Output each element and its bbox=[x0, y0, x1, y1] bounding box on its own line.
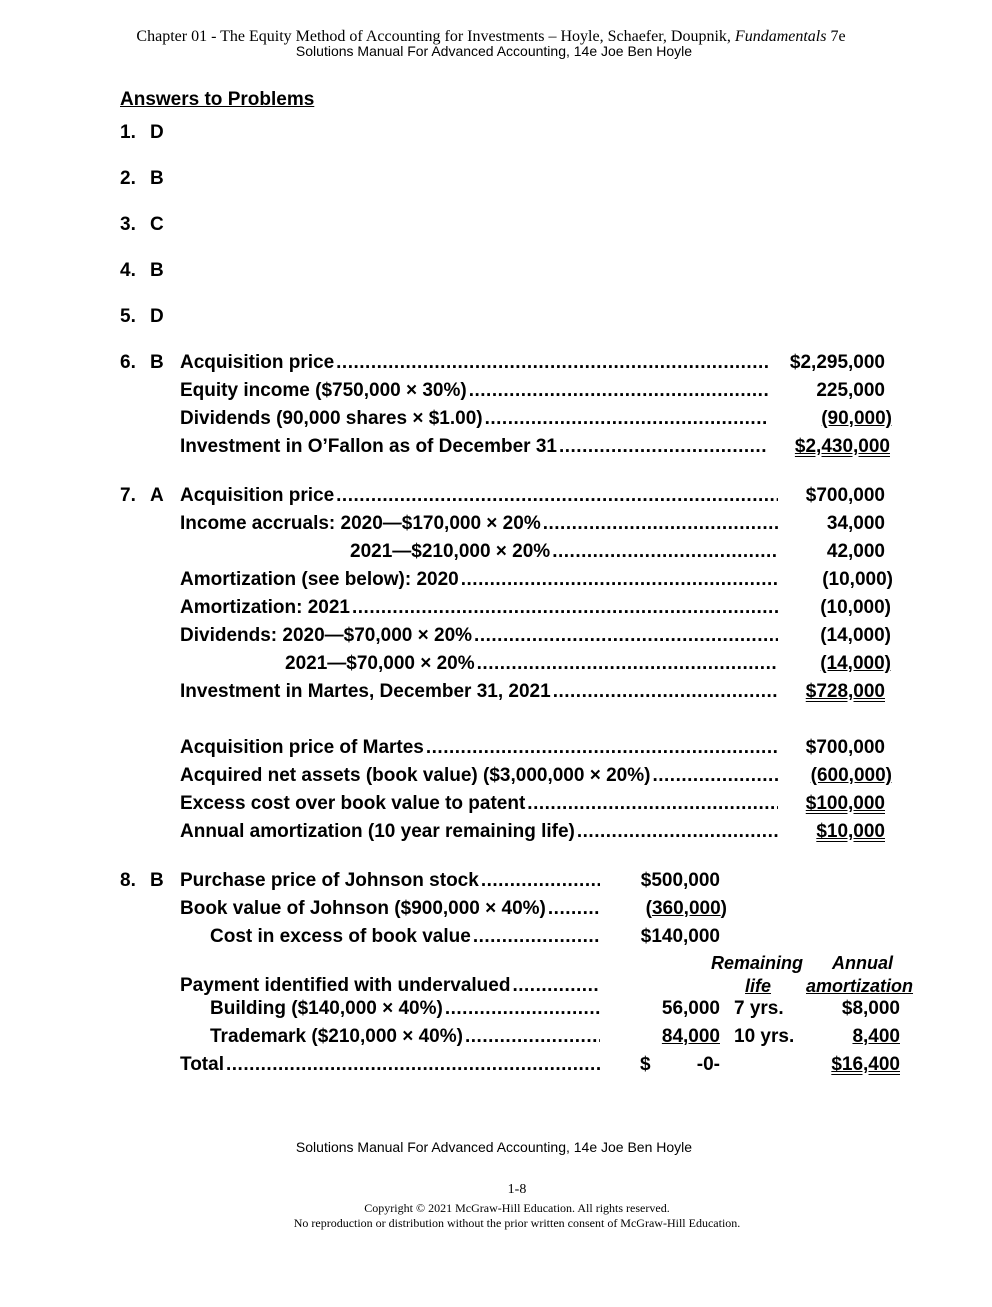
problem-7-row-6 bbox=[120, 624, 920, 648]
problem-7-row-5 bbox=[120, 596, 920, 620]
problem-7-amort-row-1 bbox=[120, 736, 920, 760]
answer-letter: D bbox=[150, 306, 164, 327]
answer-2 bbox=[120, 167, 220, 191]
problem-7-row-8 bbox=[120, 680, 920, 704]
problem-8-total-row bbox=[120, 1053, 920, 1077]
problem-7-row-1 bbox=[120, 484, 920, 508]
remaining-header: Remaining bbox=[711, 953, 804, 973]
page-number: 1-8 bbox=[507, 1182, 527, 1197]
problem-6-row-1 bbox=[120, 351, 920, 375]
row-label: 2021—$210,000 × 20% ..... bbox=[350, 540, 778, 564]
row-amount: -0- bbox=[696, 1054, 720, 1075]
answer-1 bbox=[120, 121, 220, 145]
answer-5 bbox=[120, 305, 220, 329]
answer-number: 8. bbox=[120, 870, 136, 891]
row-label: Total ..... bbox=[180, 1053, 600, 1077]
answer-number: 2. bbox=[120, 168, 136, 189]
problem-7-row-3 bbox=[120, 540, 920, 564]
answer-number: 5. bbox=[120, 306, 136, 327]
row-amount: $10,000 bbox=[816, 821, 885, 842]
answer-letter: B bbox=[150, 352, 164, 373]
row-label: Amortization (see below): 2020 ..... bbox=[180, 568, 778, 592]
answer-4 bbox=[120, 259, 220, 283]
problem-8-row-1 bbox=[120, 869, 920, 893]
row-label: Payment identified with undervalued ..... bbox=[180, 974, 600, 998]
row-label: 2021—$70,000 × 20% ..... bbox=[285, 652, 778, 676]
row-label: Dividends: 2020—$70,000 × 20% ..... bbox=[180, 624, 778, 648]
answer-letter: B bbox=[150, 168, 164, 189]
row-amount: 34,000 bbox=[826, 513, 885, 534]
row-amount: $2,430,000 bbox=[794, 436, 890, 457]
row-label: Purchase price of Johnson stock ..... bbox=[180, 869, 600, 893]
row-amount: 84,000 bbox=[661, 1026, 720, 1047]
section-title: Answers to Problems bbox=[120, 89, 315, 110]
row-amount: $700,000 bbox=[805, 737, 885, 758]
row-label: Excess cost over book value to patent ..... bbox=[180, 792, 778, 816]
row-label: Dividends (90,000 shares × $1.00) ..... bbox=[180, 407, 768, 431]
problem-6-row-3 bbox=[120, 407, 920, 431]
row-label: Cost in excess of book value ..... bbox=[210, 925, 600, 949]
problem-8-trademark-row bbox=[120, 1025, 920, 1049]
row-label: Acquisition price ..... bbox=[180, 484, 778, 508]
problem-7-row-7 bbox=[120, 652, 920, 676]
row-amount: $700,000 bbox=[805, 485, 885, 506]
footer-solutions-manual: Solutions Manual For Advanced Accounting, 14e Joe Ben Hoyle bbox=[295, 1139, 693, 1155]
annual-header: Annual bbox=[832, 953, 893, 973]
row-amount: 225,000 bbox=[816, 380, 885, 401]
reproduction-notice: No reproduction or distribution without the prior written consent of McGraw-Hill Education. bbox=[293, 1216, 741, 1230]
answer-number: 3. bbox=[120, 214, 136, 235]
answer-letter: B bbox=[150, 870, 164, 891]
answer-number: 7. bbox=[120, 485, 136, 506]
chapter-header-italic: Fundamentals bbox=[734, 28, 827, 45]
total-dollar-sign: $ bbox=[640, 1054, 651, 1075]
row-label: Acquisition price of Martes ..... bbox=[180, 736, 778, 760]
answer-number: 6. bbox=[120, 352, 136, 373]
row-label: Book value of Johnson ($900,000 × 40%) ..... bbox=[180, 897, 600, 921]
row-amount: (14,000) bbox=[820, 653, 891, 674]
row-life: 10 yrs. bbox=[734, 1026, 795, 1047]
copyright-notice: Copyright © 2021 McGraw-Hill Education. All rights reserved. bbox=[364, 1201, 670, 1215]
row-label: Amortization: 2021 ..... bbox=[180, 596, 778, 620]
answer-number: 1. bbox=[120, 122, 136, 143]
row-amount: (10,000) bbox=[822, 569, 893, 590]
problem-7-amort-row-3 bbox=[120, 792, 920, 816]
row-label: Annual amortization (10 year remaining life) ..... bbox=[180, 820, 778, 844]
chapter-header-text: Chapter 01 - The Equity Method of Accounting for Investments – Hoyle, Schaefer, Doupnik, bbox=[136, 28, 735, 45]
problem-8-payment-row bbox=[120, 974, 920, 998]
row-annual: $8,000 bbox=[841, 998, 900, 1019]
answer-number: 4. bbox=[120, 260, 136, 281]
problem-7-amort-row-4 bbox=[120, 820, 920, 844]
row-annual: 8,400 bbox=[852, 1026, 900, 1047]
amortization-header: amortization bbox=[806, 976, 914, 996]
row-amount: $100,000 bbox=[805, 793, 885, 814]
row-amount: $140,000 bbox=[640, 926, 720, 947]
row-annual: $16,400 bbox=[831, 1054, 900, 1075]
chapter-header-edition: 7e bbox=[826, 28, 846, 45]
row-label: Income accruals: 2020—$170,000 × 20% ..... bbox=[180, 512, 778, 536]
row-amount: 42,000 bbox=[826, 541, 885, 562]
row-amount: (14,000) bbox=[820, 625, 891, 646]
problem-6-row-4 bbox=[120, 435, 920, 459]
answer-letter: D bbox=[150, 122, 164, 143]
answer-3 bbox=[120, 213, 220, 237]
problem-7-row-2 bbox=[120, 512, 920, 536]
problem-8-row-3 bbox=[120, 925, 920, 949]
row-amount: 56,000 bbox=[661, 998, 720, 1019]
row-amount: (600,000) bbox=[810, 765, 892, 786]
row-life: 7 yrs. bbox=[734, 998, 784, 1019]
row-amount: $728,000 bbox=[805, 681, 885, 702]
row-amount: (90,000) bbox=[821, 408, 892, 429]
problem-7-row-4 bbox=[120, 568, 920, 592]
problem-7-amort-row-2 bbox=[120, 764, 920, 788]
row-amount: $500,000 bbox=[640, 870, 720, 891]
row-label: Investment in O’Fallon as of December 31 ..... bbox=[180, 435, 768, 459]
problem-8-row-2 bbox=[120, 897, 920, 921]
solutions-manual-header: Solutions Manual For Advanced Accounting, 14e Joe Ben Hoyle bbox=[295, 43, 693, 59]
row-amount: $2,295,000 bbox=[789, 352, 885, 373]
answer-letter: A bbox=[150, 485, 164, 506]
life-header: life bbox=[745, 976, 772, 996]
problem-8-building-row bbox=[120, 997, 920, 1021]
row-label: Acquisition price ..... bbox=[180, 351, 768, 375]
row-amount: (360,000) bbox=[645, 898, 727, 919]
row-label: Trademark ($210,000 × 40%) ..... bbox=[210, 1025, 600, 1049]
row-label: Acquired net assets (book value) ($3,000,000 × 20%) ..... bbox=[180, 764, 778, 788]
answer-letter: B bbox=[150, 260, 164, 281]
row-label: Equity income ($750,000 × 30%) ..... bbox=[180, 379, 768, 403]
row-label: Building ($140,000 × 40%) ..... bbox=[210, 997, 600, 1021]
row-label: Investment in Martes, December 31, 2021 ..... bbox=[180, 680, 778, 704]
answer-letter: C bbox=[150, 214, 164, 235]
problem-6-row-2 bbox=[120, 379, 920, 403]
row-amount: (10,000) bbox=[820, 597, 891, 618]
